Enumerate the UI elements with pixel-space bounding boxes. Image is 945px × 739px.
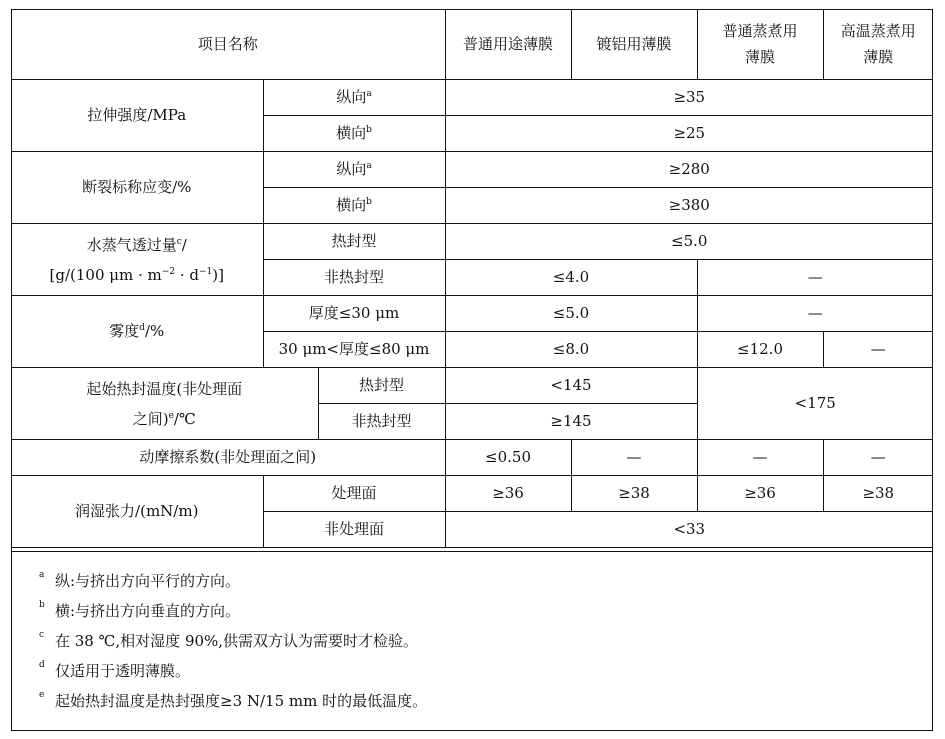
friction-aluminized: —: [571, 440, 697, 476]
wvtr-nonheat-label: 非热封型: [263, 260, 445, 296]
wvtr-heat-row: [11, 224, 933, 260]
tensile-md-value: ≥35: [445, 80, 933, 116]
elongation-td-label: 横向$^b$: [263, 188, 445, 224]
seal-heat-row: [11, 368, 933, 404]
header-item: 项目名称: [11, 9, 445, 80]
tensile-md-row: [11, 80, 933, 116]
header-general-film: 普通用途薄膜: [445, 9, 571, 80]
friction-label: 动摩擦系数(非处理面之间): [11, 440, 445, 476]
haze-thick-boil-value: ≤12.0: [697, 332, 823, 368]
haze-thin-label: 厚度≤30 μm: [263, 296, 445, 332]
haze-thick-retort-value: —: [823, 332, 933, 368]
wetting-treated-row: [11, 476, 933, 512]
elongation-td-value: ≥380: [445, 188, 933, 224]
elongation-md-row: [11, 152, 933, 188]
footnote-d: d 仅适用于透明薄膜。: [39, 660, 191, 680]
spec-table: [11, 9, 933, 548]
haze-thick-value: ≤8.0: [445, 332, 697, 368]
haze-label: 雾度$^d$/%: [11, 296, 263, 368]
header-aluminized-film: 镀铝用薄膜: [571, 9, 697, 80]
wvtr-heat-value: ≤5.0: [445, 224, 933, 260]
haze-thin-value: ≤5.0: [445, 296, 697, 332]
haze-thin-row: [11, 296, 933, 332]
seal-boil-retort-value: <175: [697, 368, 933, 440]
wetting-treated-label: 处理面: [263, 476, 445, 512]
wvtr-nonheat-value: ≤4.0: [445, 260, 697, 296]
elongation-md-label: 纵向$^a$: [263, 152, 445, 188]
wetting-treated-general: ≥36: [445, 476, 571, 512]
header-row: [11, 9, 933, 80]
tensile-td-label: 横向$^b$: [263, 116, 445, 152]
footnote-a: a 纵:与挤出方向平行的方向。: [39, 570, 241, 590]
friction-boil: —: [697, 440, 823, 476]
wetting-treated-aluminized: ≥38: [571, 476, 697, 512]
footnote-e: e 起始热封温度是热封强度≥3 N/15 mm 时的最低温度。: [39, 690, 428, 710]
wvtr-nonheat-dash: —: [697, 260, 933, 296]
wvtr-label: 水蒸气透过量$^c$/ [g/(100 $\mu m \cdot m^{-2} \cdot d^{-1}$)]: [11, 224, 263, 296]
wetting-treated-boil: ≥36: [697, 476, 823, 512]
wvtr-heat-label: 热封型: [263, 224, 445, 260]
friction-general: ≤0.50: [445, 440, 571, 476]
wetting-treated-retort: ≥38: [823, 476, 933, 512]
haze-thick-label: 30 μm<厚度≤80 μm: [263, 332, 445, 368]
wetting-untreated-value: <33: [445, 512, 933, 548]
elongation-label: 断裂标称应变/%: [11, 152, 263, 224]
wetting-label: 润湿张力/(mN/m): [11, 476, 263, 548]
tensile-label: 拉伸强度/MPa: [11, 80, 263, 152]
header-retort-film: 高温蒸煮用 薄膜: [823, 9, 933, 80]
footnote-c: c 在 38 ℃,相对湿度 90%,供需双方认为需要时才检验。: [39, 630, 419, 650]
seal-nonheat-value: ≥145: [445, 404, 697, 440]
seal-nonheat-label: 非热封型: [318, 404, 445, 440]
seal-heat-label: 热封型: [318, 368, 445, 404]
elongation-md-value: ≥280: [445, 152, 933, 188]
seal-heat-value: <145: [445, 368, 697, 404]
footnotes: [11, 551, 933, 731]
seal-temp-label: 起始热封温度(非处理面 之间)$^e$/℃: [11, 368, 318, 440]
friction-row: [11, 440, 933, 476]
footnote-b: b 横:与挤出方向垂直的方向。: [39, 600, 241, 620]
tensile-td-value: ≥25: [445, 116, 933, 152]
tensile-md-label: 纵向$^a$: [263, 80, 445, 116]
friction-retort: —: [823, 440, 933, 476]
wetting-untreated-label: 非处理面: [263, 512, 445, 548]
haze-thin-dash: —: [697, 296, 933, 332]
header-boil-film: 普通蒸煮用 薄膜: [697, 9, 823, 80]
